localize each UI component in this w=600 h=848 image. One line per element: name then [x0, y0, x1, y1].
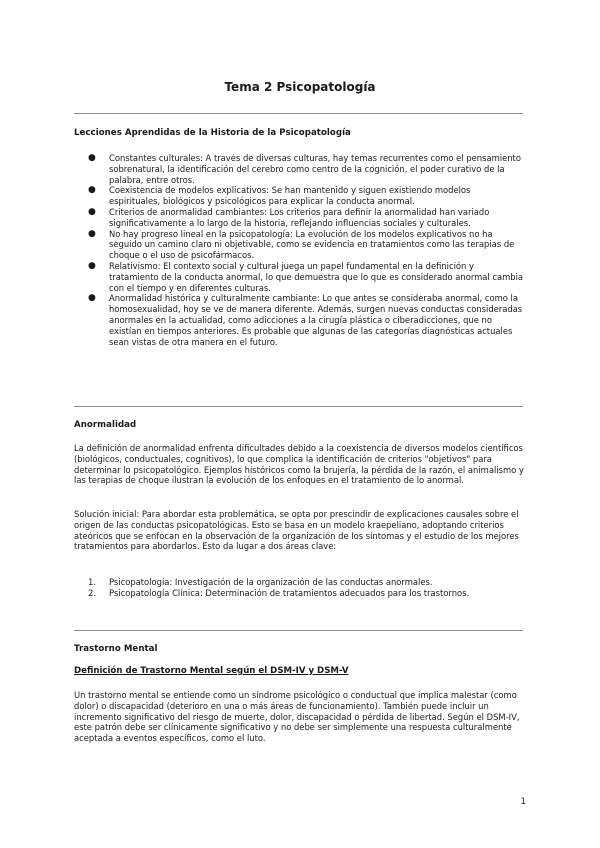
list-item: [88, 153, 524, 185]
list-item-text: Relativismo: El contexto social y cultural juega un papel fundamental en la definición y tratamiento de la conducta anormal, lo que demuestra que lo que es considerado anormal cambia con el tiempo y en diferentes culturas.: [109, 260, 524, 293]
page-number: 1: [520, 797, 526, 807]
list-item-text: Coexistencia de modelos explicativos: Se han mantenido y siguen existiendo modelos espirituales, biológicos y psicológicos para explicar la conducta anormal.: [109, 185, 471, 207]
bullet-icon: ●: [88, 206, 96, 217]
section-heading-trastorno-mental: Trastorno Mental: [74, 644, 158, 654]
list-item-text: Criterios de anormalidad cambiantes: Los criterios para definir la anormalidad han variado significativamente a lo largo de la historia, reflejando influencias sociales y culturales.: [109, 206, 490, 228]
list-item: [88, 588, 524, 599]
list-item: [88, 293, 524, 347]
divider: [74, 630, 523, 631]
list-item-text: Anormalidad histórica y culturalmente cambiante: Lo que antes se consideraba anormal, como la homosexualidad, hoy se ve de manera diferente. Además, surgen nuevas conductas consideradas anormales en la actualidad, como adicciones a la cirugía plástica o ciberadicciones, que no existían en tiempos anteriores. Es probable que algunas de las categorías diagnósticas actuales sean vistas de otra manera en el futuro.: [109, 293, 523, 347]
section-heading-lecciones: Lecciones Aprendidas de la Historia de la Psicopatología: [74, 128, 351, 138]
bullet-icon: ●: [88, 185, 96, 196]
lessons-list: [88, 153, 524, 347]
list-number: 1.: [88, 577, 96, 587]
divider: [74, 113, 523, 114]
list-item: [88, 207, 524, 229]
list-item-text: Psicopatología Clínica: Determinación de tratamientos adecuados para los trastornos.: [109, 587, 470, 598]
list-item-text: Psicopatología: Investigación de la organización de las conductas anormales.: [109, 577, 433, 587]
list-number: 2.: [88, 587, 96, 598]
list-item-text: Constantes culturales: A través de diversas culturas, hay temas recurrentes como el pensamiento sobrenatural, la identificación del cerebro como centro de la cognición, el poder curativo de la palabra, entre otros.: [109, 153, 521, 185]
paragraph-trastorno-mental: Un trastorno mental se entiende como un síndrome psicológico o conductual que implica malestar (como dolor) o discapacidad (deterioro en una o más áreas de funcionamiento). También puede incluir un incremento significativo del riesgo de muerte, dolor, discapacidad o pérdida de libertad. Según el DSM-IV, este patrón debe ser clínicamente significativo y no debe ser simplemente una respuesta culturalmente aceptada a eventos específicos, como el luto.: [74, 690, 520, 744]
bullet-icon: ●: [88, 228, 96, 239]
paragraph-solucion-inicial: Solución inicial: Para abordar esta problemática, se opta por prescindir de explicaciones causales sobre el origen de las conductas psicopatológicas. Esto se basa en un modelo kraepeliano, adoptando criterios ateóricos que se enfocan en la observación de la organización de los síntomas y el estudio de los mejores tratamientos para abordarlos. Esto da lugar a dos áreas clave:: [74, 509, 519, 552]
bullet-icon: ●: [88, 260, 96, 271]
bullet-icon: ●: [88, 153, 96, 163]
section-heading-anormalidad: Anormalidad: [74, 420, 137, 430]
bullet-icon: ●: [88, 293, 96, 304]
subheading-dsm-definition: Definición de Trastorno Mental según el DSM-IV y DSM-V: [74, 666, 349, 676]
divider: [74, 406, 523, 407]
areas-list: [88, 577, 524, 599]
paragraph-anormalidad-definicion: La definición de anormalidad enfrenta dificultades debido a la coexistencia de diversos modelos científicos (biológicos, conductuales, cognitivos), lo que complica la identificación de criterios "objetivos" para determinar lo psicopatológico. Ejemplos históricos como la brujería, la pérdida de la razón, el animalismo y las terapias de choque ilustran la evolución de los enfoques en el tratamiento de lo anormal.: [74, 443, 524, 486]
list-item: [88, 185, 524, 207]
list-item-text: No hay progreso lineal en la psicopatología: La evolución de los modelos explicativos no ha seguido un camino claro ni objetivable, como se evidencia en tratamientos como las terapias de choque o el uso de psicofármacos.: [109, 228, 515, 261]
document-title: Tema 2 Psicopatología: [224, 80, 376, 94]
list-item: [88, 577, 524, 588]
list-item: [88, 261, 524, 293]
list-item: [88, 229, 524, 261]
